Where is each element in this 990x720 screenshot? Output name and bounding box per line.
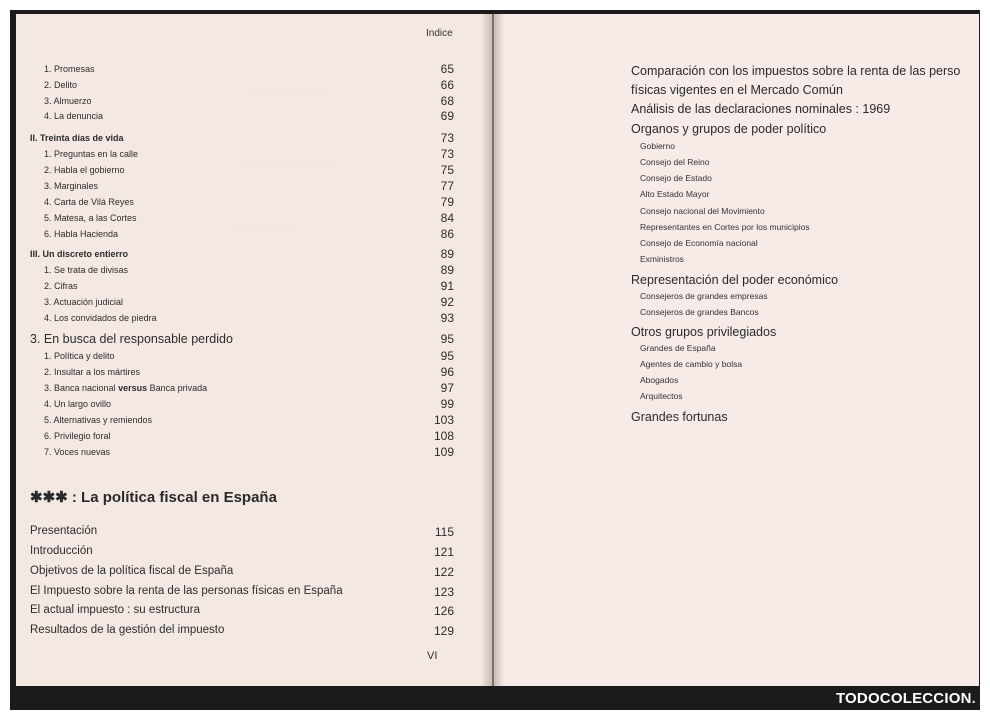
toc-entry[interactable]: Consejo nacional del Movimiento <box>640 206 765 216</box>
toc-entry[interactable]: Exministros <box>640 254 684 264</box>
toc-entry[interactable]: Resultados de la gestión del impuesto 129 <box>30 624 454 638</box>
toc-entry[interactable]: 6. Habla Hacienda 86 <box>44 227 454 241</box>
toc-entry[interactable]: Análisis de las declaraciones nominales : 1969 <box>631 102 891 116</box>
toc-entry[interactable]: Objetivos de la política fiscal de España 122 <box>30 565 454 579</box>
toc-entry[interactable]: 3. Almuerzo 68 <box>44 94 454 108</box>
toc-entry[interactable]: 1. Política y delito 95 <box>44 349 454 363</box>
toc-entry[interactable]: 2. Cifras 91 <box>44 279 454 293</box>
toc-entry[interactable]: Consejo del Reino <box>640 157 710 167</box>
page-number: VI <box>427 650 438 662</box>
toc-entry[interactable]: 6. Privilegio foral 108 <box>44 429 454 443</box>
watermark-logo: TODOCOLECCION. <box>835 690 976 707</box>
toc-entry[interactable]: Gobierno <box>640 141 675 151</box>
toc-section-heading[interactable]: Representación del poder económico <box>631 273 839 287</box>
toc-entry[interactable]: Comparación con los impuestos sobre la renta de las perso <box>631 64 961 78</box>
toc-entry[interactable]: Introducción 121 <box>30 545 454 559</box>
toc-entry[interactable]: 1. Se trata de divisas 89 <box>44 263 454 277</box>
toc-entry-continuation: físicas vigentes en el Mercado Común <box>631 83 843 97</box>
show-through-text: · · · · · · · · · · · · · · · · · <box>240 162 331 172</box>
toc-entry[interactable]: 3. Marginales 77 <box>44 179 454 193</box>
part-title: ✱✱✱ : La política fiscal en España <box>30 489 277 506</box>
toc-entry[interactable]: 1. Promesas 65 <box>44 62 454 76</box>
toc-section-heading[interactable]: Organos y grupos de poder político <box>631 122 827 136</box>
toc-entry[interactable]: Alto Estado Mayor <box>640 189 710 199</box>
toc-entry[interactable]: Consejo de Estado <box>640 173 712 183</box>
toc-entry[interactable]: 5. Matesa, a las Cortes 84 <box>44 211 454 225</box>
toc-entry[interactable]: 2. Insultar a los mártires 96 <box>44 365 454 379</box>
bottom-bar <box>10 686 980 710</box>
toc-entry[interactable]: El Impuesto sobre la renta de las personas físicas en España 123 <box>30 585 454 599</box>
toc-section-heading[interactable]: II. Treinta días de vida 73 <box>30 131 454 145</box>
toc-entry[interactable]: Consejo de Economía nacional <box>640 238 758 248</box>
book-gutter <box>482 14 504 686</box>
toc-entry[interactable]: Agentes de cambio y bolsa <box>640 359 743 369</box>
toc-entry[interactable]: 5. Alternativas y remiendos 103 <box>44 413 454 427</box>
toc-entry[interactable]: 4. Los convidados de piedra 93 <box>44 311 454 325</box>
toc-entry[interactable]: Presentación 115 <box>30 525 454 539</box>
toc-entry[interactable]: 3. Banca nacional versus Banca privada 97 <box>44 381 454 395</box>
running-header: Indice <box>426 28 453 39</box>
toc-chapter-heading[interactable]: 3. En busca del responsable perdido 95 <box>30 332 454 346</box>
toc-entry[interactable]: 1. Preguntas en la calle 73 <box>44 147 454 161</box>
toc-entry[interactable]: El actual impuesto : su estructura 126 <box>30 604 454 618</box>
toc-entry[interactable]: Consejeros de grandes Bancos <box>640 307 759 317</box>
toc-entry[interactable]: 2. Habla el gobierno 75 <box>44 163 454 177</box>
toc-entry[interactable]: Abogados <box>640 375 679 385</box>
toc-section-heading[interactable]: Otros grupos privilegiados <box>631 325 777 339</box>
toc-entry[interactable]: 3. Actuación judicial 92 <box>44 295 454 309</box>
toc-entry[interactable]: 4. Carta de Vilá Reyes 79 <box>44 195 454 209</box>
toc-section-heading[interactable]: Grandes fortunas <box>631 410 728 424</box>
show-through-text: · · · · · · · · · · · · <box>232 225 296 235</box>
toc-entry[interactable]: Consejeros de grandes empresas <box>640 291 768 301</box>
toc-entry[interactable]: Grandes de España <box>640 343 716 353</box>
toc-entry[interactable]: Arquitectos <box>640 391 683 401</box>
toc-entry[interactable]: 4. Un largo ovillo 99 <box>44 397 454 411</box>
toc-section-heading[interactable]: III. Un discreto entierro 89 <box>30 247 454 261</box>
toc-entry[interactable]: Representantes en Cortes por los municipios <box>640 222 810 232</box>
toc-entry[interactable]: 2. Delito 66 <box>44 78 454 92</box>
show-through-text: · · · · · · · · · · · · · · <box>250 88 325 98</box>
toc-entry[interactable]: 7. Voces nuevas 109 <box>44 445 454 459</box>
toc-entry[interactable]: 4. La denuncia 69 <box>44 109 454 123</box>
